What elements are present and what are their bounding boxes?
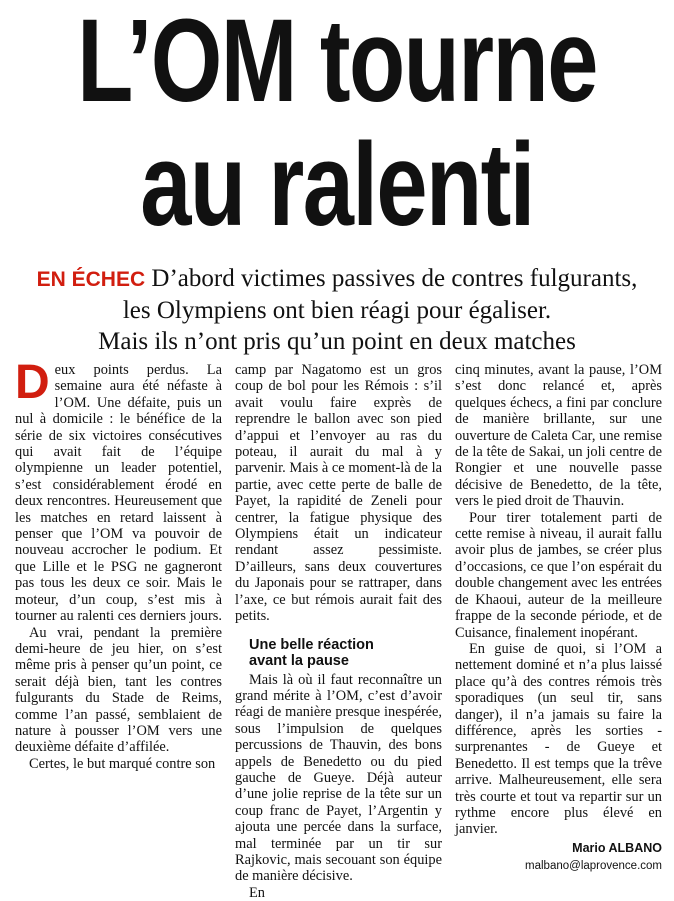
article-paragraph: En guise de quoi, si l’OM a nettement dominé et n’a plus laissé place qu’à des contres rémois très sporadiques (un seul tir, sans danger), il n’a jamais su faire la différence, après les sorties - surprenantes - de Gueye et Benedetto. Il est temps que la trêve arrive. Malheureusement, elle sera très courte et tout va repartir sur un rythme encore plus élevé en janvier. <box>455 640 662 838</box>
author-email[interactable]: malbano@laprovence.com <box>525 860 662 873</box>
article-paragraph: Pour tirer totalement parti de cette remise à niveau, il aurait fallu avoir plus de jambes, se créer plus d’occasions, ce que l’on espérait du double changement avec les entrées de Khaoui, auteur de la meilleure frappe de la seconde période, et de Cuisance, finalement inopérant. <box>455 509 662 641</box>
deck-line-3: Mais ils n’ont pris qu’un point en deux matches <box>98 328 576 355</box>
article-column-3 <box>455 362 662 875</box>
subhead-line-1: Une belle réaction <box>249 636 374 653</box>
deck-line-2: les Olympiens ont bien réagi pour égaliser. <box>122 297 552 324</box>
author-signature: Mario ALBANO <box>572 840 662 855</box>
deck-kicker: EN ÉCHEC <box>36 268 146 291</box>
article-paragraph-continued: cinq minutes, avant la pause, l’OM s’est donc relancé et, après quelques échecs, a fini par conclure de manière brillante, sur une ouverture de Caleta Car, une remise de la tête de Sakai, un joli centre de Rongier et une nouvelle passe décisive de Benedetto, de la tête, vers le pied droit de Thauvin. <box>455 362 662 510</box>
article-paragraph <box>15 356 222 625</box>
article-paragraph: Certes, le but marqué contre son <box>29 755 216 772</box>
headline-line-1: L’OM tourne <box>77 0 597 127</box>
headline-line-2: au ralenti <box>140 119 534 251</box>
article-paragraph-continued: camp par Nagatomo est un gros coup de bol pour les Rémois : s’il avait voulu faire exprès de reprendre le ballon avec son pied d’appui et l’envoyer au ras du poteau, il aurait du mal à y parvenir. Mais à ce moment-là de la partie, avec cette perte de balle de Payet, la rapidité de Zeneli pour centrer, la fatigue physique des Olympiens était un indicateur rendant assez pessimiste. D’ailleurs, sans deux couvertures du Japonais pour se rattraper, dans l’axe, ce but rémois aurait fait des petits. <box>235 362 442 625</box>
article-paragraph: Au vrai, pendant la première demi-heure de jeu hier, on s’est même pris à penser qu’un point, ce serait déjà bien, tant les contres fulgurants du Stade de Reims, comme l’an passé, semblaient de nature à pousser l’OM vers une deuxième défaite d’affilée. <box>15 624 222 756</box>
article-column-2 <box>235 362 442 901</box>
subhead <box>249 637 442 669</box>
article-column-1 <box>15 356 222 772</box>
drop-cap: D <box>15 356 50 409</box>
paragraph-text: eux points perdus. La semaine aura été néfaste à l’OM. Une défaite, puis un nul à domicile : le bénéfice de la série de six victoires consécutives qui avait fait de l’équipe olympienne un leader potentiel, s’est considérablement érodé en deux rencontres. Heureusement que les matches en retard laissent à penser que l’OM va pouvoir de nouveau accrocher le podium. Et que Lille et le PSG ne gagneront pas tous les deux ce soir. Mais le moteur, d’un coup, s’est mis à tourner au ralenti ces derniers jours. <box>15 362 222 625</box>
article-paragraph: Mais là où il faut reconnaître un grand mérite à l’OM, c’est d’avoir réagi de manière presque inespérée, sous l’impulsion de quelques percussions de Thauvin, des bons appels de Benedetto ou du pied gauche de Gueye. Déjà auteur d’une jolie reprise de la tête sur un coup franc de Payet, l’Argentin y ajouta une percée dans la surface, mal terminée par un tir sur Rajkovic, mais secouant son équipe de manière décisive. <box>235 671 442 885</box>
article-paragraph: En <box>249 884 265 901</box>
deck-line-1: D’abord victimes passives de contres fulgurants, <box>151 265 638 292</box>
subhead-line-2: avant la pause <box>249 652 349 669</box>
deck <box>0 263 674 357</box>
